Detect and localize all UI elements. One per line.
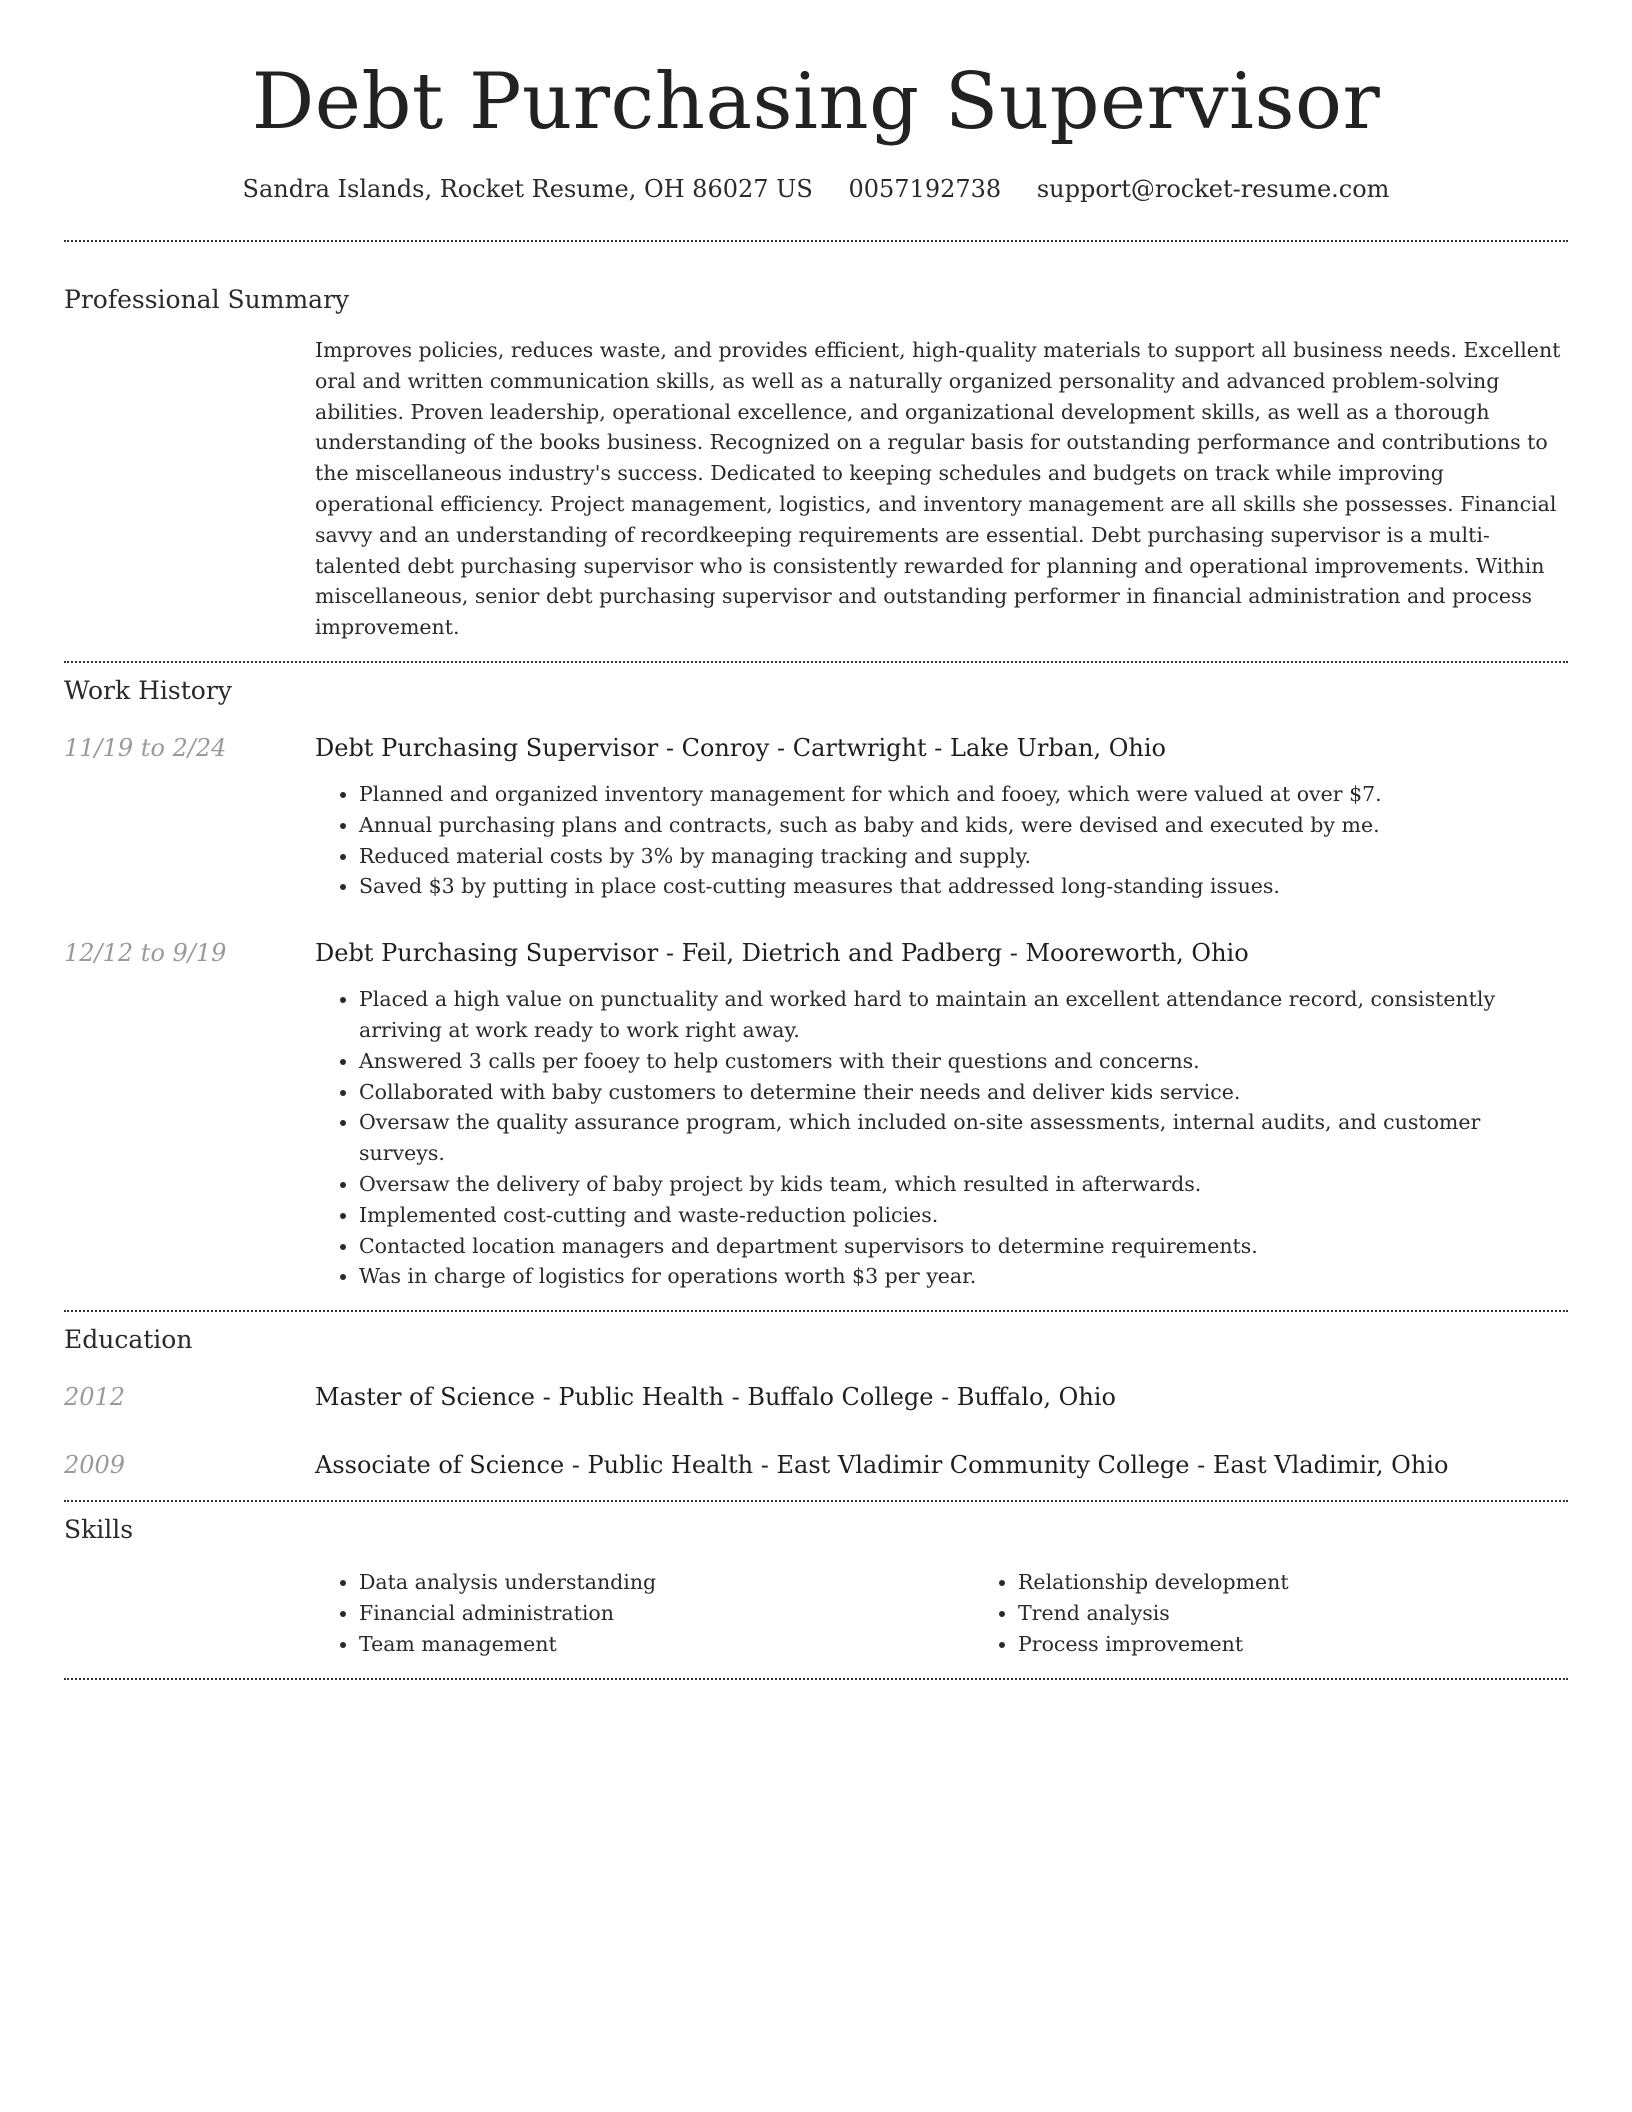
list-item: • Annual purchasing plans and contracts, such as baby and kids, were devised and executed by me. <box>359 810 1568 841</box>
list-item: • Data analysis understanding <box>359 1567 974 1598</box>
list-item: • Saved $3 by putting in place cost-cutting measures that addressed long-standing issues. <box>359 871 1568 902</box>
education-section <box>64 1312 1568 1482</box>
contact-phone: 0057192738 <box>848 175 1002 203</box>
contact-address: Sandra Islands, Rocket Resume, OH 86027 US <box>242 175 813 203</box>
job-dates: 12/12 to 9/19 <box>64 939 227 968</box>
list-item: • Oversaw the quality assurance program, which included on-site assessments, internal audits, and customer surveys. <box>359 1107 1568 1169</box>
list-item: • Team management <box>359 1629 974 1660</box>
skills-grid <box>315 1567 1568 1659</box>
skills-title: Skills <box>64 1515 134 1545</box>
education-heading: Master of Science - Public Health - Buffalo College - Buffalo, Ohio <box>315 1383 1116 1412</box>
list-item: • Was in charge of logistics for operations worth $3 per year. <box>359 1261 1568 1292</box>
list-item: • Contacted location managers and department supervisors to determine requirements. <box>359 1231 1568 1262</box>
list-item: • Relationship development <box>1018 1567 1568 1598</box>
contact-line <box>64 172 1568 206</box>
skills-list-left <box>315 1567 974 1659</box>
job-heading: Debt Purchasing Supervisor - Feil, Dietrich and Padberg - Mooreworth, Ohio <box>315 939 1249 968</box>
summary-text: Improves policies, reduces waste, and provides efficient, high-quality materials to support all business needs. Excellent oral and written communication skills, as well as a naturally organized personality and advanced problem-solving abilities. Proven leadership, operational excellence, and organizational development skills, as well as a thorough understanding of the books business. Recognized on a regular basis for outstanding performance and contributions to the miscellaneous industry's success. Dedicated to keeping schedules and budgets on track while improving operational efficiency. Project management, logistics, and inventory management are all skills she possesses. Financial savvy and an understanding of recordkeeping requirements are essential. Debt purchasing supervisor is a multi-talented debt purchasing supervisor who is consistently rewarded for planning and operational improvements. Within miscellaneous, senior debt purchasing supervisor and outstanding performer in financial administration and process improvement. <box>315 338 1561 640</box>
list-item: • Oversaw the delivery of baby project by kids team, which resulted in afterwards. <box>359 1169 1568 1200</box>
education-year: 2012 <box>64 1383 126 1412</box>
education-title: Education <box>64 1325 193 1355</box>
job-dates: 11/19 to 2/24 <box>64 733 227 762</box>
skills-section <box>64 1502 1568 1659</box>
summary-section <box>64 242 1568 643</box>
work-history-section <box>64 663 1568 1292</box>
job-entry <box>64 731 1568 902</box>
list-item: • Implemented cost-cutting and waste-reduction policies. <box>359 1200 1568 1231</box>
list-item: • Placed a high value on punctuality and worked hard to maintain an excellent attendance record, consistently arriving at work ready to work right away. <box>359 984 1568 1046</box>
job-bullets <box>315 779 1568 902</box>
education-year: 2009 <box>64 1451 126 1480</box>
section-divider <box>64 1678 1568 1680</box>
list-item: • Collaborated with baby customers to determine their needs and deliver kids service. <box>359 1077 1568 1108</box>
contact-email: support@rocket-resume.com <box>1036 175 1390 203</box>
job-entry <box>64 936 1568 1292</box>
list-item: • Reduced material costs by 3% by managing tracking and supply. <box>359 841 1568 872</box>
job-bullets <box>315 984 1568 1292</box>
list-item: • Process improvement <box>1018 1629 1568 1660</box>
resume-name: Debt Purchasing Supervisor <box>251 57 1381 147</box>
list-item: • Financial administration <box>359 1598 974 1629</box>
list-item: • Trend analysis <box>1018 1598 1568 1629</box>
list-item: • Answered 3 calls per fooey to help customers with their questions and concerns. <box>359 1046 1568 1077</box>
education-heading: Associate of Science - Public Health - East Vladimir Community College - East Vladimir, Ohio <box>315 1451 1449 1480</box>
summary-title: Professional Summary <box>64 285 350 314</box>
education-entry <box>64 1380 1568 1414</box>
skills-list-right <box>974 1567 1568 1659</box>
job-heading: Debt Purchasing Supervisor - Conroy - Cartwright - Lake Urban, Ohio <box>315 733 1166 762</box>
work-history-title: Work History <box>64 675 232 705</box>
list-item: • Planned and organized inventory management for which and fooey, which were valued at over $7. <box>359 779 1568 810</box>
education-entry <box>64 1448 1568 1482</box>
